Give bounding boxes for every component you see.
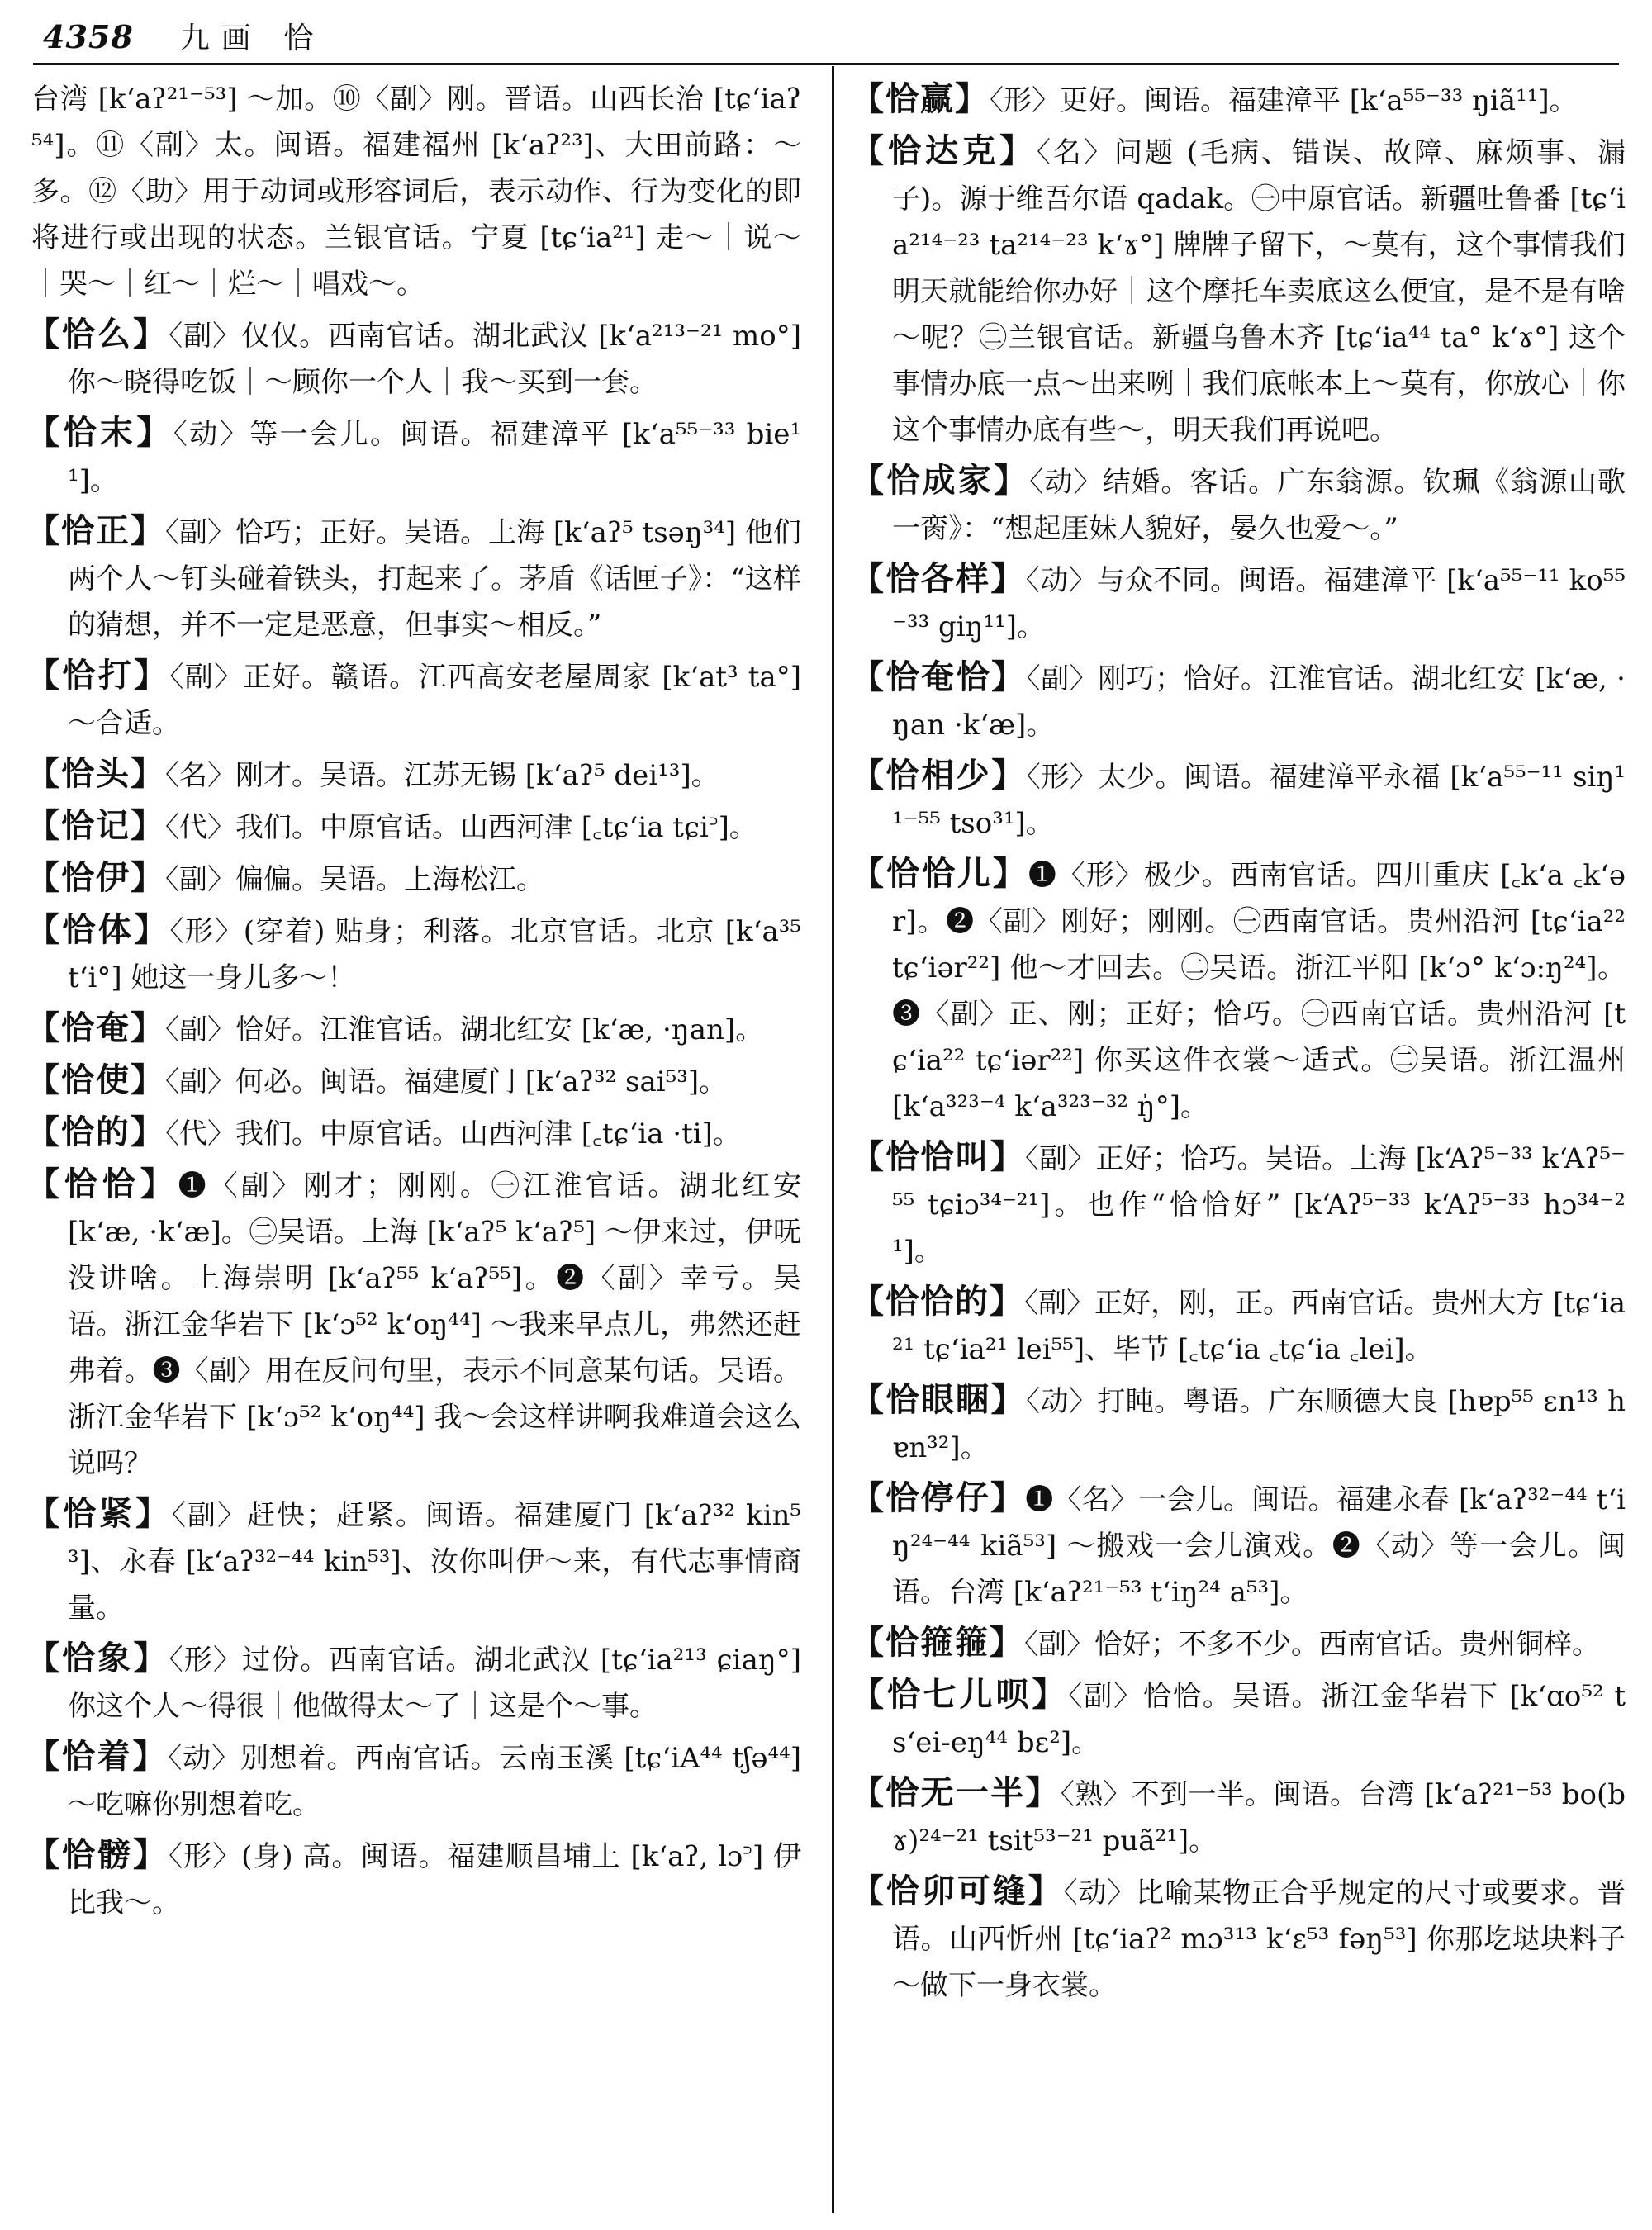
entry-headword: 【恰打】	[26, 656, 170, 695]
left-column	[26, 76, 801, 1930]
right-column	[851, 76, 1626, 2013]
dictionary-entry	[26, 1005, 801, 1053]
entry-text: 〈动〉比喻某物正合乎规定的尺寸或要求。晋语。山西忻州 [tɕ‘iaʔ² mɔ³¹³ k‘ɛ⁵³ fəŋ⁵³] 你那圪垯块料子～做下一身衣裳。	[892, 1877, 1626, 2002]
entry-text: 〈名〉刚才。吴语。江苏无锡 [k‘aʔ⁵ dei¹³]。	[165, 759, 719, 792]
entry-headword: 【恰记】	[26, 806, 165, 845]
entry-text: ❶〈副〉刚才；刚刚。㊀江淮官话。湖北红安 [k‘æ, ·k‘æ]。㊁吴语。上海 [k‘aʔ⁵ k‘aʔ⁵] ～伊来过，伊呒没讲啥。上海崇明 [k‘aʔ⁵⁵ k‘aʔ⁵⁵]。❷〈副〉幸亏。吴语。浙江金华岩下 [k‘ɔ⁵² k‘oŋ⁴⁴] ～我来早点儿，弗然还赶弗着。❸〈副〉用在反问句里，表示不同意某句话。吴语。浙江金华岩下 [k‘ɔ⁵² k‘oŋ⁴⁴] 我～会这样讲啊我难道会这么说吗？	[68, 1170, 802, 1480]
dictionary-entry	[851, 1475, 1626, 1616]
page-header	[43, 15, 325, 64]
dictionary-entry	[851, 1279, 1626, 1373]
dictionary-entry	[851, 1672, 1626, 1766]
entry-headword: 【恰象】	[26, 1639, 169, 1677]
entry-text: 〈形〉(身) 高。闽语。福建顺昌埔上 [k‘aʔ, lɔ꜄] 伊比我～。	[68, 1840, 802, 1919]
entry-headword: 【恰奄】	[26, 1008, 165, 1047]
running-title: 九画 恰	[179, 21, 325, 55]
dictionary-entry	[851, 1868, 1626, 2009]
entry-headword: 【恰体】	[26, 910, 170, 949]
entry-headword: 【恰无一半】	[851, 1773, 1061, 1812]
dictionary-entry	[26, 751, 801, 799]
entry-headword: 【恰恰】	[26, 1165, 178, 1203]
dictionary-entry	[26, 1734, 801, 1828]
entry-text: 〈形〉(穿着) 贴身；利落。北京官话。北京 [k‘a³⁵ t‘i°] 她这一身儿多～！	[68, 915, 801, 994]
entry-text: 〈动〉打盹。粤语。广东顺德大良 [hɐp⁵⁵ ɛn¹³ hɐn³²]。	[892, 1385, 1626, 1464]
entry-headword: 【恰使】	[26, 1060, 165, 1099]
entry-text: 〈副〉恰好。江淮官话。湖北红安 [k‘æ, ·ŋan]。	[165, 1013, 764, 1046]
entry-headword: 【恰箍箍】	[851, 1623, 1024, 1662]
header-rule	[33, 63, 1619, 65]
entry-text: 〈形〉更好。闽语。福建漳平 [k‘a⁵⁵⁻³³ ŋiã¹¹]。	[990, 84, 1578, 117]
entry-headword: 【恰着】	[26, 1737, 169, 1776]
entry-headword: 【恰停仔】	[851, 1478, 1026, 1517]
entry-headword: 【恰奄恰】	[851, 657, 1027, 696]
entry-headword: 【恰么】	[26, 315, 169, 353]
dictionary-entry	[26, 803, 801, 851]
entry-headword: 【恰七儿呗】	[851, 1675, 1069, 1714]
entry-text: 〈名〉问题 (毛病、错误、故障、麻烦事、漏子)。源于维吾尔语 qadak。㊀中原官话。新疆吐鲁番 [tɕ‘ia²¹⁴⁻²³ ta²¹⁴⁻²³ k‘ɤ°] 牌牌子留下，～莫有，这个事情我们明天就能给你办好｜这个摩托车卖底这么便宜，是不是有啥～呢？㊁兰银官话。新疆乌鲁木齐 [tɕ‘ia⁴⁴ ta° k‘ɤ°] 这个事情办底一点～出来咧｜我们底帐本上～莫有，你放心｜你这个事情办底有些～，明天我们再说吧。	[892, 136, 1626, 447]
entry-text: 〈副〉恰巧；正好。吴语。上海 [k‘aʔ⁵ tsəŋ³⁴] 他们两个人～钉头碰着铁头，打起来了。茅盾《话匣子》：“这样的猜想，并不一定是恶意，但事实～相反。”	[68, 516, 802, 642]
entry-text: 〈副〉正好，刚，正。西南官话。贵州大方 [tɕ‘ia²¹ tɕ‘ia²¹ lei⁵⁵]、毕节 [꜀tɕ‘ia ꜀tɕ‘ia ꜀lei]。	[892, 1287, 1626, 1366]
dictionary-entry	[851, 752, 1626, 847]
dictionary-entry	[26, 1832, 801, 1926]
entry-headword: 【恰赢】	[851, 79, 990, 118]
entry-headword: 【恰正】	[26, 511, 166, 550]
dictionary-entry	[26, 1491, 801, 1631]
entry-headword: 【恰髈】	[26, 1835, 169, 1874]
entry-headword: 【恰紧】	[26, 1494, 172, 1533]
entry-headword: 【恰卯可缝】	[851, 1872, 1064, 1910]
entry-text: 〈副〉正好；恰巧。吴语。上海 [k‘Aʔ⁵⁻³³ k‘Aʔ⁵⁻⁵⁵ tɕiɔ³⁴⁻²¹]。也作“恰恰好” [k‘Aʔ⁵⁻³³ k‘Aʔ⁵⁻³³ hɔ³⁴⁻²¹]。	[892, 1142, 1626, 1268]
entry-text: 〈熟〉不到一半。闽语。台湾 [k‘aʔ²¹⁻⁵³ bo(bɤ)²⁴⁻²¹ tsit⁵³⁻²¹ puã²¹]。	[892, 1778, 1626, 1858]
entry-headword: 【恰各样】	[851, 559, 1026, 598]
dictionary-entry	[26, 1109, 801, 1157]
dictionary-entry	[851, 1134, 1626, 1274]
entry-headword: 【恰眼睏】	[851, 1380, 1027, 1419]
entry-text: 〈动〉别想着。西南官话。云南玉溪 [tɕ‘iA⁴⁴ tʃə⁴⁴]～吃嘛你别想着吃。	[68, 1742, 801, 1821]
dictionary-entry	[26, 652, 801, 747]
continued-entry	[26, 76, 801, 307]
dictionary-entry	[851, 1377, 1626, 1471]
entry-text: 〈副〉赶快；赶紧。闽语。福建厦门 [k‘aʔ³² kin⁵³]、永春 [k‘aʔ³²⁻⁴⁴ kin⁵³]、汝你叫伊～来，有代志事情商量。	[68, 1499, 802, 1625]
entry-text: 〈代〉我们。中原官话。山西河津 [꜀tɕ‘ia ·ti]。	[165, 1117, 741, 1151]
entry-headword: 【恰恰儿】	[851, 854, 1028, 893]
entry-text: 〈形〉太少。闽语。福建漳平永福 [k‘a⁵⁵⁻¹¹ siŋ¹¹⁻⁵⁵ tso³¹]。	[892, 761, 1626, 840]
entry-headword: 【恰恰叫】	[851, 1137, 1025, 1176]
dictionary-entry	[26, 410, 801, 504]
entry-text: 〈代〉我们。中原官话。山西河津 [꜀tɕ‘ia tɕi꜄]。	[165, 811, 757, 844]
dictionary-entry	[26, 907, 801, 1001]
entry-text: 〈动〉等一会儿。闽语。福建漳平 [k‘a⁵⁵⁻³³ bie¹¹]。	[68, 418, 801, 497]
dictionary-entry	[851, 76, 1626, 124]
entry-text: ❶〈名〉一会儿。闽语。福建永春 [k‘aʔ³²⁻⁴⁴ t‘iŋ²⁴⁻⁴⁴ kiã⁵³] ～搬戏一会儿演戏。❷〈动〉等一会儿。闽语。台湾 [k‘aʔ²¹⁻⁵³ t‘iŋ²⁴ a⁵³]。	[892, 1483, 1626, 1609]
dictionary-entry	[851, 654, 1626, 748]
entry-text: 〈副〉刚巧；恰好。江淮官话。湖北红安 [k‘æ, ·ŋan ·k‘æ]。	[892, 662, 1626, 742]
page-number: 4358	[43, 18, 134, 55]
entry-headword: 【恰头】	[26, 754, 165, 793]
dictionary-entry	[851, 1620, 1626, 1668]
column-divider	[832, 66, 834, 2213]
dictionary-entry	[26, 1635, 801, 1729]
entry-text: 〈副〉仅仅。西南官话。湖北武汉 [k‘a²¹³⁻²¹ mo°] 你～晓得吃饭｜～顾你一个人｜我～买到一套。	[68, 320, 801, 399]
dictionary-entry	[26, 508, 801, 648]
dictionary-entry	[26, 1057, 801, 1105]
entry-headword: 【恰成家】	[851, 461, 1030, 500]
entry-text: 〈动〉与众不同。闽语。福建漳平 [k‘a⁵⁵⁻¹¹ ko⁵⁵⁻³³ giŋ¹¹]。	[892, 564, 1626, 643]
entry-headword: 【恰的】	[26, 1113, 165, 1151]
dictionary-entry	[851, 458, 1626, 552]
entry-headword: 【恰恰的】	[851, 1282, 1025, 1321]
dictionary-entry	[26, 1161, 801, 1487]
dictionary-entry	[851, 556, 1626, 650]
entry-text: 〈动〉结婚。客话。广东翁源。钦珮《翁源山歌一脔》：“想起厓妹人貌好，晏久也爱～。”	[892, 466, 1626, 545]
dictionary-entry	[851, 1770, 1626, 1864]
dictionary-entry	[26, 855, 801, 903]
entry-text: ❶〈形〉极少。西南官话。四川重庆 [꜀k‘a ꜀k‘ər]。❷〈副〉刚好；刚刚。㊀西南官话。贵州沿河 [tɕ‘ia²² tɕ‘iər²²] 他～才回去。㊁吴语。浙江平阳 [k‘ɔ° k‘ɔ:ŋ²⁴]。❸〈副〉正、刚；正好；恰巧。㊀西南官话。贵州沿河 [tɕ‘ia²² tɕ‘iər²²] 你买这件衣裳～适式。㊁吴语。浙江温州 [k‘a³²³⁻⁴ k‘a³²³⁻³² ŋ̍°]。	[892, 859, 1626, 1123]
entry-text: 〈副〉何必。闽语。福建厦门 [k‘aʔ³² sai⁵³]。	[165, 1065, 728, 1098]
entry-text: 台湾 [k‘aʔ²¹⁻⁵³] ～加。⑩〈副〉刚。晋语。山西长治 [tɕ‘iaʔ⁵⁴]。⑪〈副〉太。闽语。福建福州 [k‘aʔ²³]、大田前路：～多。⑫〈助〉用于动词或形容词后，表示动作、行为变化的即将进行或出现的状态。兰银官话。宁夏 [tɕ‘ia²¹] 走～｜说～｜哭～｜红～｜烂～｜唱戏～。	[31, 83, 801, 301]
dictionary-entry	[851, 128, 1626, 453]
entry-headword: 【恰伊】	[26, 858, 165, 897]
entry-text: 〈副〉偏偏。吴语。上海松江。	[165, 863, 544, 896]
entry-headword: 【恰相少】	[851, 756, 1027, 795]
dictionary-entry	[851, 851, 1626, 1130]
entry-headword: 【恰达克】	[851, 131, 1037, 170]
entry-text: 〈形〉过份。西南官话。湖北武汉 [tɕ‘ia²¹³ ɕiaŋ°] 你这个人～得很｜他做得太～了｜这是个～事。	[68, 1644, 802, 1723]
entry-text: 〈副〉恰好；不多不少。西南官话。贵州铜梓。	[1024, 1628, 1600, 1661]
entry-text: 〈副〉恰恰。吴语。浙江金华岩下 [k‘ɑo⁵² ts‘ei-eŋ⁴⁴ bɛ²]。	[892, 1680, 1626, 1759]
entry-headword: 【恰末】	[26, 413, 173, 452]
entry-text: 〈副〉正好。赣语。江西高安老屋周家 [k‘at³ ta°] ～合适。	[68, 661, 801, 740]
dictionary-entry	[26, 311, 801, 406]
